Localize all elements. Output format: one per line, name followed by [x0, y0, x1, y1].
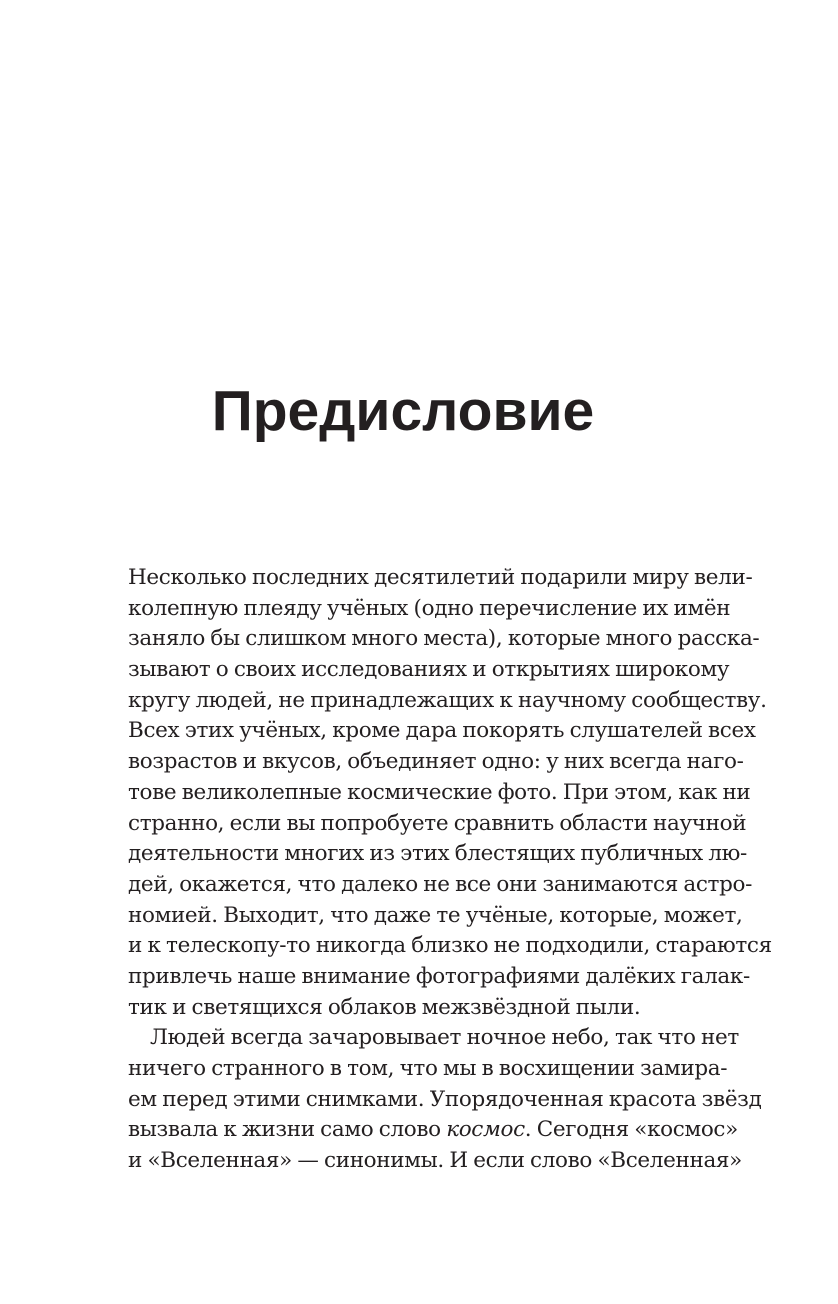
text-line: возрастов и вкусов, объединяет одно: у них всегда нагo-: [128, 749, 744, 775]
body-text: [128, 563, 772, 1177]
text-line: ничего странного в том, что мы в восхищении замира-: [128, 1056, 728, 1081]
text-line: зывают о своих исследованиях и открытиях широкому: [128, 657, 730, 683]
text-line: Всех этих учёных, кроме дара покорять слушателей всех: [128, 718, 756, 744]
text-line: тове великолепные космические фото. При этом, как ни: [128, 779, 751, 805]
text-segment: вызвала к жизни само слово: [128, 1117, 447, 1143]
text-line: колепную плеяду учёных (одно перечисление их имён: [128, 595, 731, 621]
text-line: деятельности многих из этих блестящих публичных лю-: [128, 841, 747, 867]
text-line: [128, 1115, 738, 1146]
text-line: ем перед этими снимками. Упорядоченная красота звёзд: [128, 1086, 762, 1112]
text-line: номией. Выходит, что даже те учёные, которые, может,: [128, 902, 743, 928]
text-line: Несколько последних десятилетий подарили миру вели-: [128, 565, 753, 590]
chapter-title: Предисловие: [211, 379, 595, 443]
italic-term: космос: [446, 1117, 525, 1143]
text-line: привлечь наше внимание фотографиями далёких галак-: [128, 963, 750, 989]
text-segment: . Сегодня «космос»: [524, 1117, 738, 1143]
text-line: и к телескопу-то никогда близко не подходили, стараются: [128, 933, 772, 959]
text-line: Людей всегда зачаровывает ночное небо, так что нет: [150, 1025, 739, 1051]
text-line: заняло бы слишком много места), которые много расска-: [128, 626, 760, 652]
text-line: странно, если вы попробуете сравнить области научной: [128, 810, 747, 836]
text-line: и «Вселенная» — синонимы. И если слово «Вселенная»: [128, 1148, 742, 1174]
text-line: кругу людей, не принадлежащих к научному сообществу.: [128, 687, 767, 713]
text-line: дей, окажется, что далеко не все они занимаются астро-: [128, 871, 753, 897]
text-line: тик и светящихся облаков межзвёздной пыли.: [128, 994, 641, 1020]
